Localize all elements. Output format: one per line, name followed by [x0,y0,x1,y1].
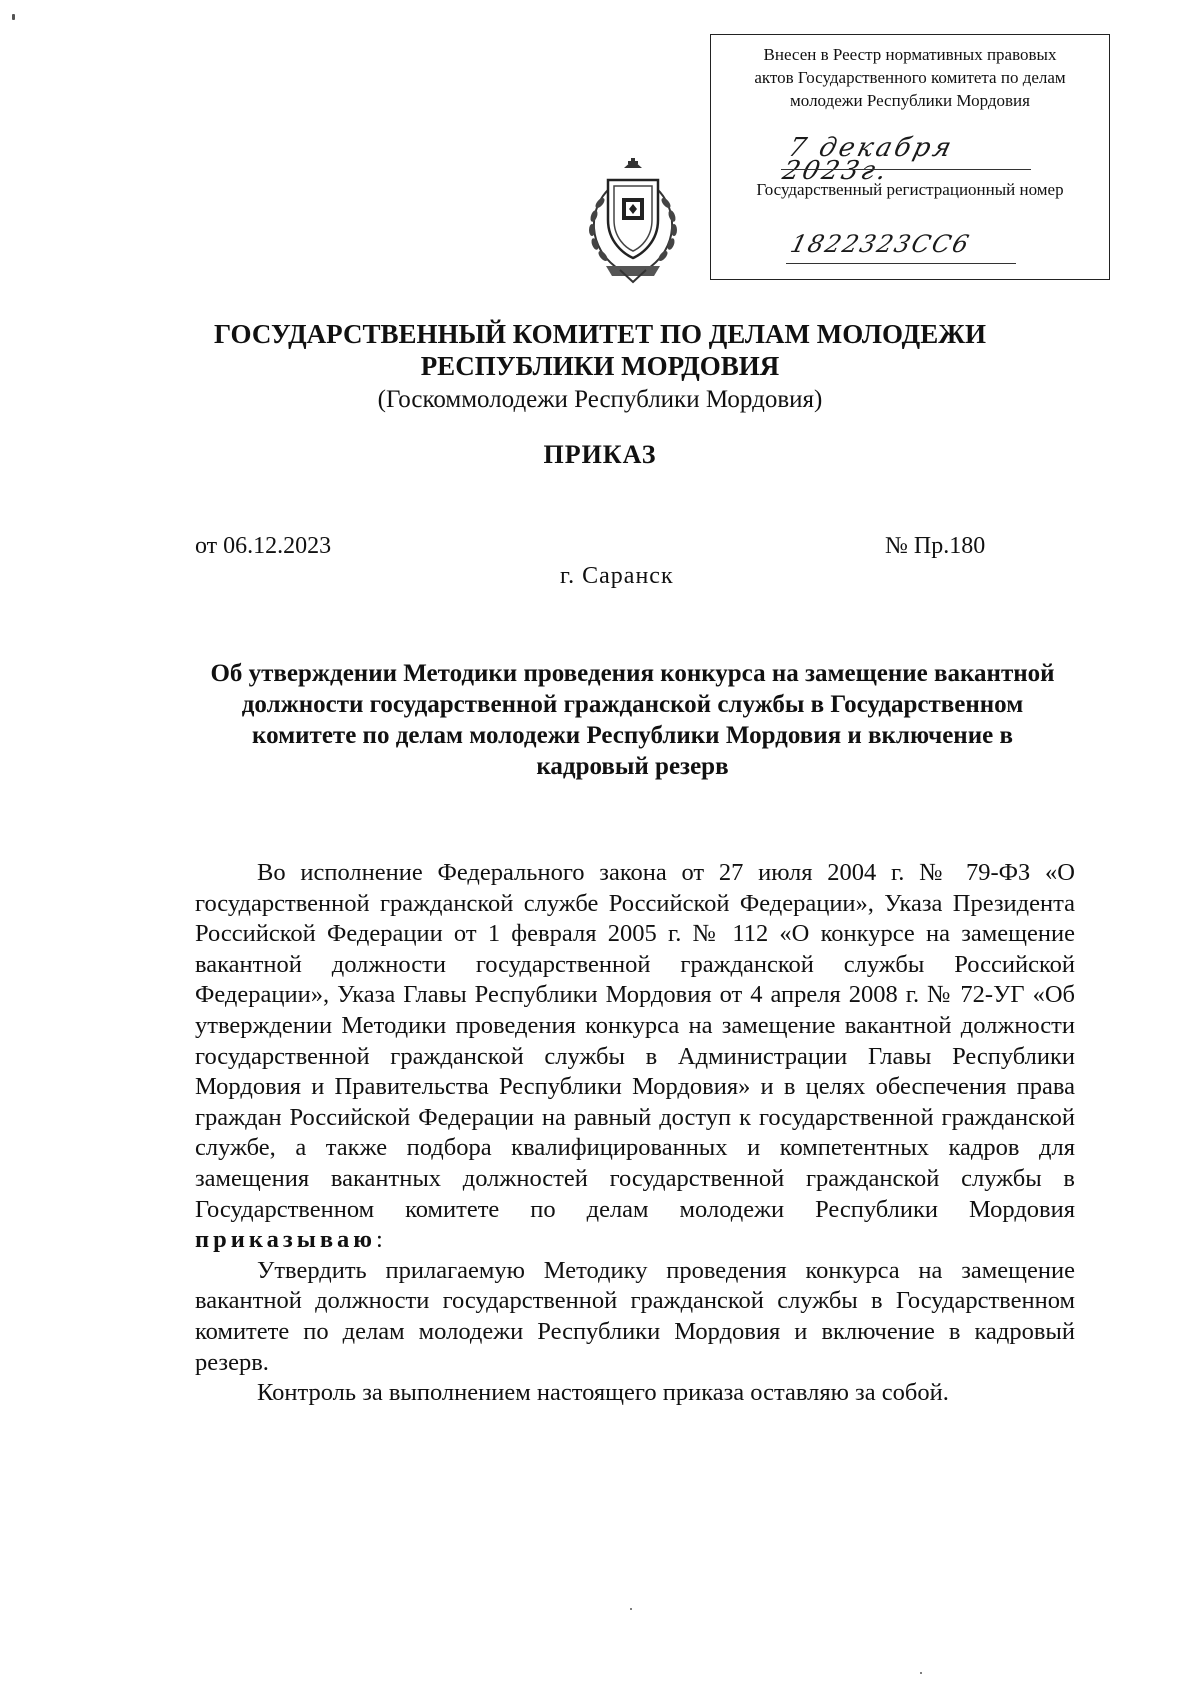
order-city: г. Саранск [560,563,674,589]
registry-stamp [710,34,1110,280]
scan-speck [12,14,15,20]
order-subject: Об утверждении Методики проведения конкурса на замещение вакантной должности государственной гражданской службы в Государственном комитете по делам молодежи Республики Мордовия и включение в кадровый резерв [210,660,1055,780]
organization-title-line-2: РЕСПУБЛИКИ МОРДОВИЯ [420,351,780,381]
command-colon: : [376,1226,383,1254]
command-word: приказываю [195,1226,377,1254]
handwritten-registration-number: 1822323CC6 [787,230,974,258]
organization-short-name: (Госкоммолодежи Республики Мордовия) [377,386,823,413]
handwritten-registration-date: 7 декабря 2023г. [779,133,958,186]
registration-number-label: Государственный регистрационный номер [756,180,1064,199]
body-paragraph-2: Утвердить прилагаемую Методику проведения конкурса на замещение вакантной должности государственной гражданской службы в Государственном комитете по делам молодежи Республики Мордовия и включение в кадровый резерв. [195,1256,1075,1376]
document-type: ПРИКАЗ [543,440,657,469]
body-paragraph-3: Контроль за выполнением настоящего приказа оставляю за собой. [257,1379,949,1407]
order-body [195,858,1075,1409]
order-date: от 06.12.2023 [195,533,332,559]
order-number: № Пр.180 [885,533,986,559]
scan-speck [920,1672,922,1674]
preamble-text: Во исполнение Федерального закона от 27 июля 2004 г. № 79-ФЗ «О государственной гражданской службе Российской Федерации», Указа Президента Российской Федерации от 1 февраля 2005 г. № 112 «О конкурсе на замещение вакантной должности государственной гражданской службы Российской Федерации», Указа Главы Республики Мордовия от 4 апреля 2008 г. № 72-УГ «Об утверждении Методики проведения конкурса на замещение вакантной должности государственной гражданской службы в Администрации Главы Республики Мордовия и Правительства Республики Мордовия» и в целях обеспечения права граждан Российской Федерации на равный доступ к государственной гражданской службе, а также подбора квалифицированных и компетентных кадров для замещения вакантных должностей государственной гражданской службы в Государственном комитете по делам молодежи Республики Мордовия [195,859,1075,1223]
stamp-line-2: актов Государственного комитета по делам [754,68,1066,87]
body-paragraph-1 [195,858,1075,1256]
stamp-line-1: Внесен в Реестр нормативных правовых [763,45,1057,64]
scan-speck [630,1608,632,1610]
number-underline [786,263,1016,264]
coat-of-arms-icon [580,158,686,284]
stamp-line-3: молодежи Республики Мордовия [790,91,1030,110]
date-underline [781,169,1031,170]
organization-title-line-1: ГОСУДАРСТВЕННЫЙ КОМИТЕТ ПО ДЕЛАМ МОЛОДЕЖИ [214,319,986,349]
